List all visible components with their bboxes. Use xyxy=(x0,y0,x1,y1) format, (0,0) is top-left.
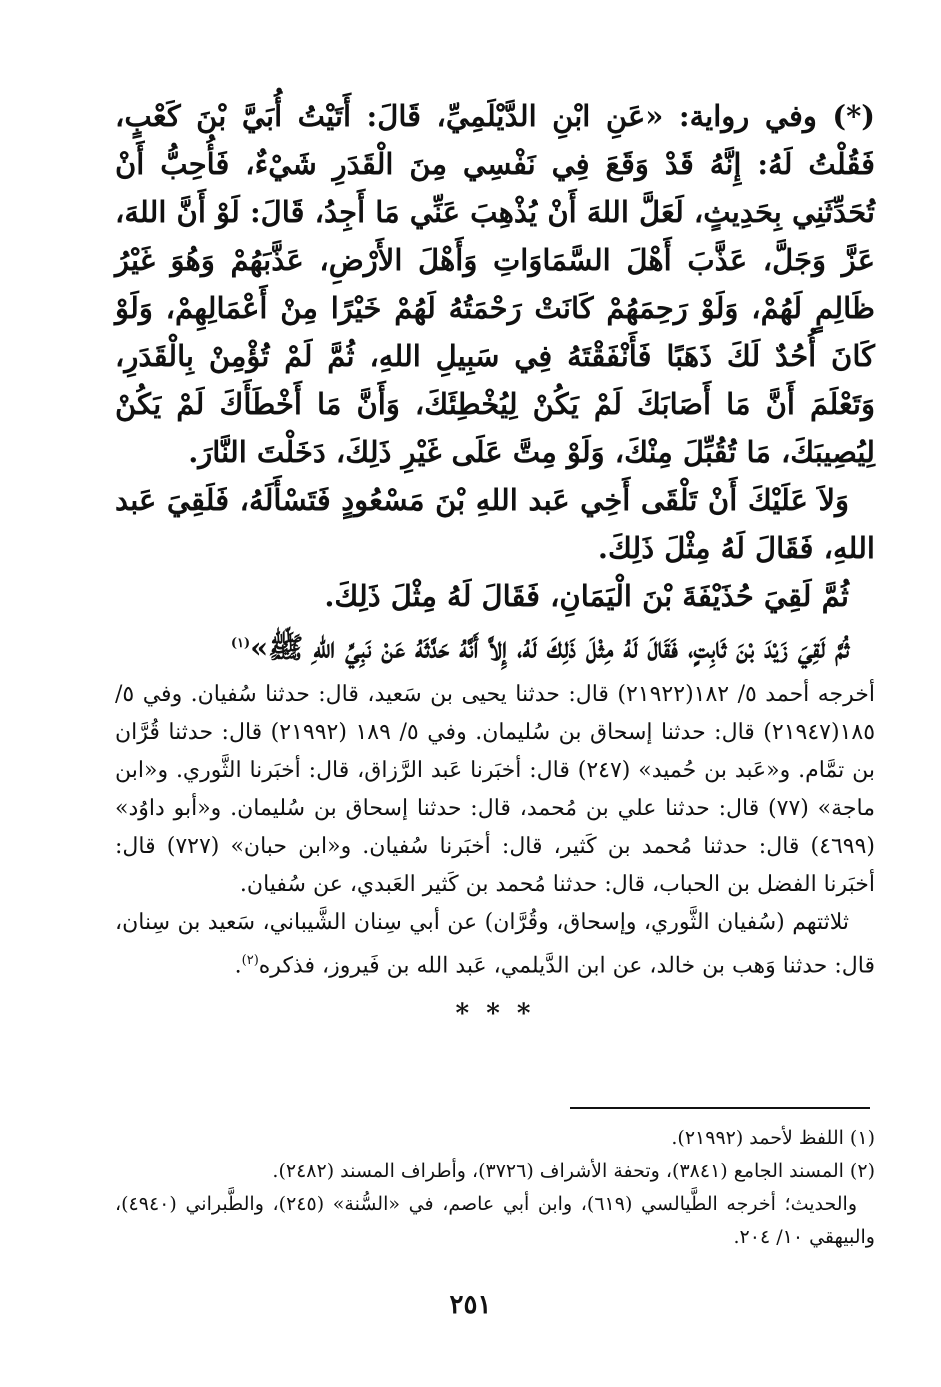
footnote-divider xyxy=(570,1107,870,1109)
hadith-paragraph-2: وَلاَ عَلَيْكَ أَنْ تَلْقَى أَخِي عَبد اللهِ بْنَ مَسْعُودٍ فَتَسْأَلَهُ، فَلَقِيَ عَبد اللهِ، فَقَالَ لَهُ مِثْلَ ذَلِكَ. xyxy=(115,483,875,565)
section-separator: * * * xyxy=(455,998,535,1029)
hadith-text xyxy=(115,92,875,672)
footnote-1: (١) اللفظ لأحمد (٢١٩٩٢). xyxy=(671,1127,875,1149)
footnote-marker-1: (١) xyxy=(230,636,251,651)
hadith-paragraph-3: ثُمَّ لَقِيَ حُذَيْفَةَ بْنَ الْيَمَانِ، فَقَالَ لَهُ مِثْلَ ذَلِكَ. xyxy=(324,579,849,613)
takhrij-paragraph-2: ثلاثتهم (سُفيان الثَّوري، وإسحاق، وقُرَّان) عن أبي سِنان الشَّيباني، سَعيد بن سِنان، قال: حدثنا وَهب بن خالد، عن ابن الدَّيلمي، عَبد الله بن فَيروز، فذكره$^{(٢)}$. xyxy=(115,909,875,978)
hadith-paragraph-4 xyxy=(115,620,875,672)
footnotes-section xyxy=(115,1122,875,1254)
takhrij-section xyxy=(115,676,875,1033)
hadith-paragraph-1: (*) وفي رواية: «عَنِ ابْنِ الدَّيْلَمِيِّ، قَالَ: أَتَيْتُ أُبَيَّ بْنَ كَعْبٍ، فَقُلْتُ لَهُ: إِنَّهُ قَدْ وَقَعَ فِي نَفْسِي مِنَ الْقَدَرِ شَيْءٌ، فَأُحِبُّ أَنْ تُحَدِّثَنِي بِحَدِيثٍ، لَعَلَّ اللهَ أَنْ يُذْهِبَ عَنِّي مَا أَجِدُ، قَالَ: لَوْ أَنَّ اللهَ، عَزَّ وَجَلَّ، عَذَّبَ أَهْلَ السَّمَاوَاتِ وَأَهْلَ الأَرْضِ، عَذَّبَهُمْ وَهُوَ غَيْرُ ظَالِمٍ لَهُمْ، وَلَوْ رَحِمَهُمْ كَانَتْ رَحْمَتُهُ لَهُمْ خَيْرًا مِنْ أَعْمَالِهِمْ، وَلَوْ كَانَ أُحُدٌ لَكَ ذَهَبًا فَأَنْفَقْتَهُ فِي سَبِيلِ اللهِ، ثُمَّ لَمْ تُؤْمِنْ بِالْقَدَرِ، وَتَعْلَمَ أَنَّ مَا أَصَابَكَ لَمْ يَكُنْ لِيُخْطِئَكَ، وَأَنَّ مَا أَخْطَأَكَ لَمْ يَكُنْ لِيُصِيبَكَ، مَا تُقُبِّلَ مِنْكَ، وَلَوْ مِتَّ عَلَى غَيْرِ ذَلِكَ، دَخَلْتَ النَّارَ. xyxy=(115,99,875,469)
hadith-paragraph-4-text: ثُمَّ لَقِيَ زَيْدَ بْنَ ثَابِتٍ، فَقَالَ لَهُ مِثْلَ ذَلِكَ لَهُ، إِلاَّ أَنَّهُ حَدَّثَهُ عَنْ نَبِيِّ اللهِ ﷺ» xyxy=(250,630,849,665)
page-number: ٢٥١ xyxy=(449,1290,492,1320)
footnote-2: (٢) المسند الجامع (٣٨٤١)، وتحفة الأشراف (٣٧٢٦)، وأطراف المسند (٢٤٨٢). xyxy=(272,1160,875,1182)
takhrij-paragraph-1: أخرجه أحمد ٥/ ١٨٢(٢١٩٢٢) قال: حدثنا يحيى بن سَعيد، قال: حدثنا سُفيان. وفي ٥/ ١٨٥(٢١٩٤٧) قال: حدثنا إسحاق بن سُليمان. وفي ٥/ ١٨٩ (٢١٩٩٢) قال: حدثنا قُرَّان بن تمَّام. و«عَبد بن حُميد» (٢٤٧) قال: أخبَرنا عَبد الرَّزاق، قال: أخبَرنا الثَّوري. و«ابن ماجة» (٧٧) قال: حدثنا علي بن مُحمد، قال: حدثنا إسحاق بن سُليمان. و«أبو داوُد» (٤٦٩٩) قال: حدثنا مُحمد بن كَثير، قال: أخبَرنا سُفيان. و«ابن حبان» (٧٢٧) قال: أخبَرنا الفضل بن الحباب، قال: حدثنا مُحمد بن كَثير العَبدي، عن سُفيان. xyxy=(115,681,876,897)
footnote-2-continuation: والحديث؛ أخرجه الطَّيالسي (٦١٩)، وابن أبي عاصم، في «السُّنة» (٢٤٥)، والطَّبراني (٤٩٤٠)، والبيهقي ١٠/ ٢٠٤. xyxy=(115,1193,875,1248)
main-text-block xyxy=(115,92,875,1033)
takhrij-paragraph-2-text: ثلاثتهم (سُفيان الثَّوري، وإسحاق، وقُرَّان) عن أبي سِنان الشَّيباني، سَعيد بن سِنان، قال: حدثنا وَهب بن خالد، عن ابن الدَّيلمي، عَبد الله بن فَيروز، فذكره xyxy=(115,909,875,978)
footnote-marker-2: (٢) xyxy=(241,952,259,968)
